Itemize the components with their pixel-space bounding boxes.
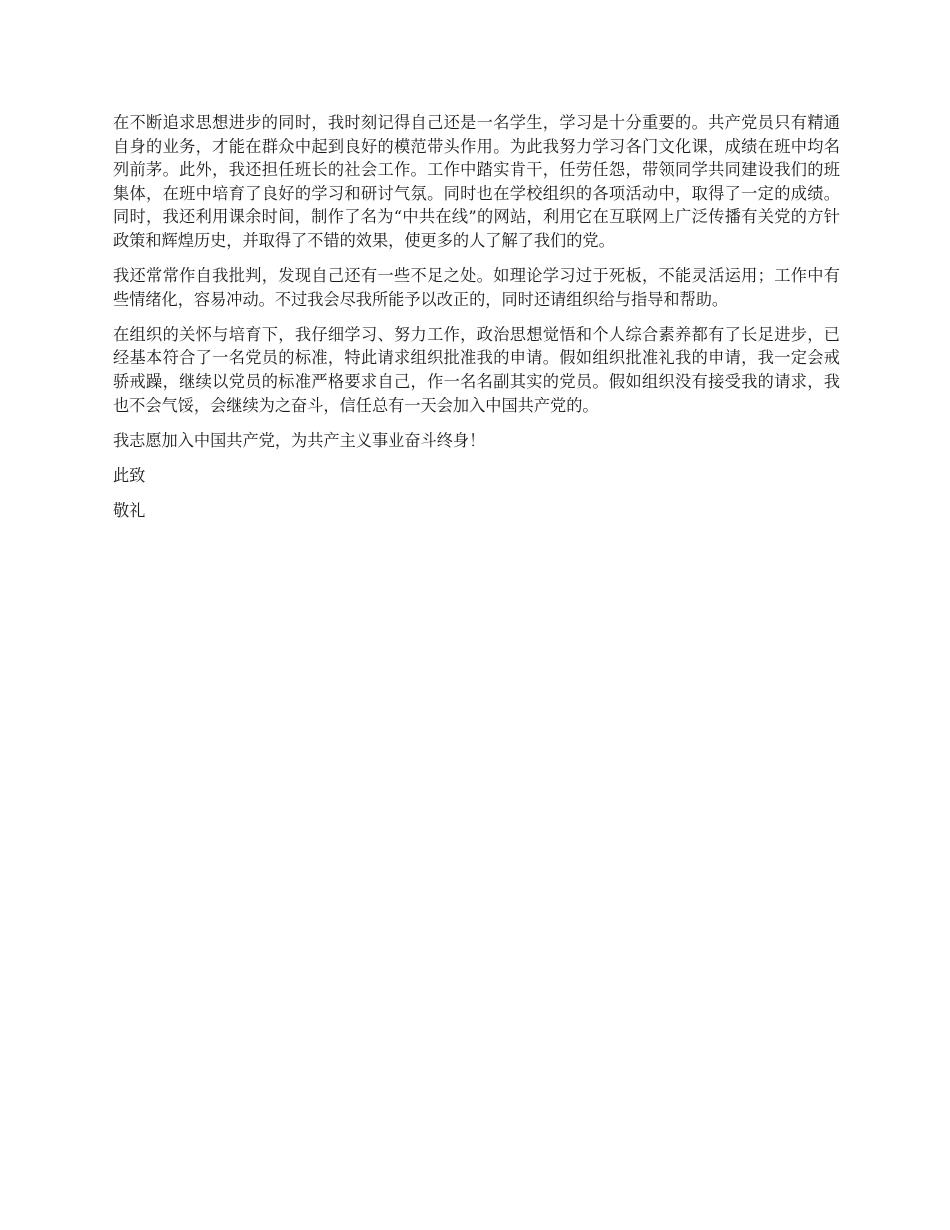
paragraph-self-criticism: 我还常常作自我批判，发现自己还有一些不足之处。如理论学习过于死板，不能灵活运用；工作中有些情绪化，容易冲动。不过我会尽我所能予以改正的，同时还请组织给与指导和帮助。 [113,266,840,309]
closing-salutation: 此致 [113,465,146,485]
paragraph-pledge: 我志愿加入中国共产党，为共产主义事业奋斗终身！ [113,430,486,450]
document-page [113,111,840,534]
paragraph-request: 在组织的关怀与培育下，我仔细学习、努力工作，政治思想觉悟和个人综合素养都有了长足进步，已经基本符合了一名党员的标准，特此请求组织批准我的申请。假如组织批准礼我的申请，我一定会戒骄戒躁，继续以党员的标准严格要求自己，作一名名副其实的党员。假如组织没有接受我的请求，我也不会气馁，会继续为之奋斗，信任总有一天会加入中国共产党的。 [113,324,840,415]
closing-regards: 敬礼 [113,500,146,520]
paragraph-study: 在不断追求思想进步的同时，我时刻记得自己还是一名学生，学习是十分重要的。共产党员只有精通自身的业务，才能在群众中起到良好的模范带头作用。为此我努力学习各门文化课，成绩在班中均名列前茅。此外，我还担任班长的社会工作。工作中踏实肯干，任劳任怨，带领同学共同建设我们的班集体，在班中培育了良好的学习和研讨气氛。同时也在学校组织的各项活动中，取得了一定的成绩。同时，我还利用课余时间，制作了名为“中共在线”的网站，利用它在互联网上广泛传播有关党的方针政策和辉煌历史，并取得了不错的效果，使更多的人了解了我们的党。 [113,113,840,250]
